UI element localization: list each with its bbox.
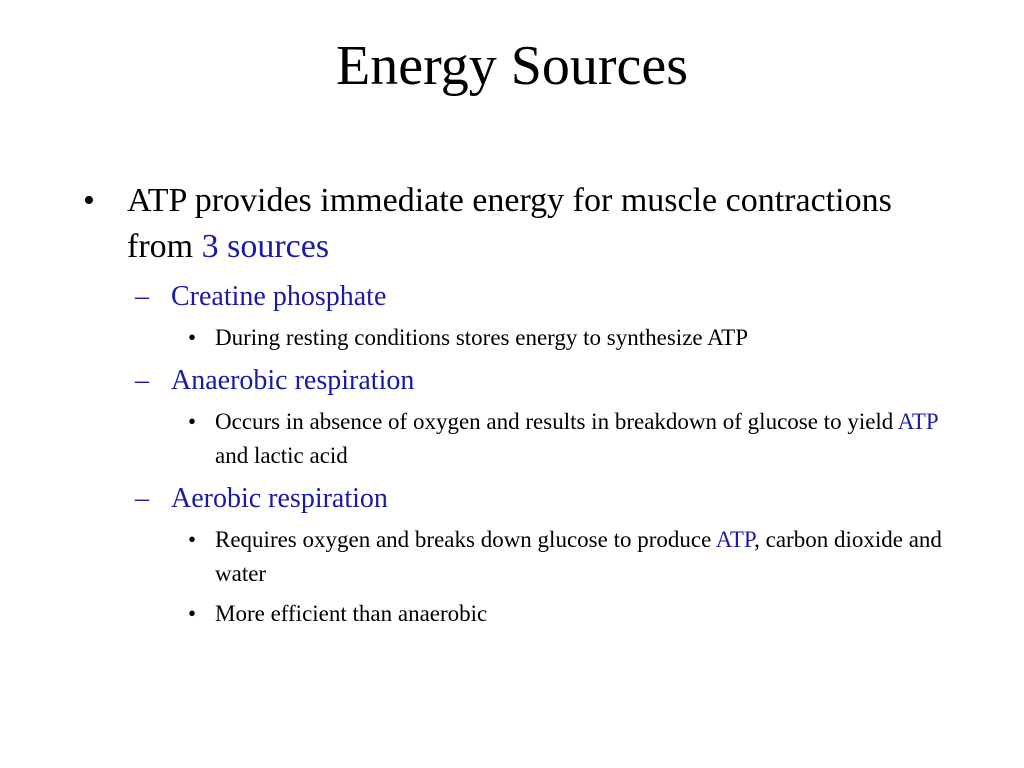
source-label: Aerobic respiration xyxy=(171,483,388,514)
source-detail xyxy=(80,405,960,473)
slide-body xyxy=(80,178,960,637)
dash-icon: – xyxy=(135,281,149,312)
bullet-icon: • xyxy=(188,527,197,552)
detail-text: Requires oxygen and breaks down glucose to produce xyxy=(215,527,716,552)
bullet-icon: • xyxy=(188,409,197,434)
dash-icon: – xyxy=(135,365,149,396)
source-detail xyxy=(80,321,960,355)
main-point-text: ATP provides immediate energy for muscle contractions from xyxy=(127,182,892,265)
slide-title: Energy Sources xyxy=(336,35,688,97)
source-detail xyxy=(80,523,960,591)
main-point xyxy=(80,178,960,270)
detail-text: Occurs in absence of oxygen and results in breakdown of glucose to yield xyxy=(215,409,898,434)
detail-highlight: ATP xyxy=(897,409,938,434)
source-creatine-phosphate xyxy=(80,277,960,317)
bullet-icon: • xyxy=(188,601,197,626)
detail-text-after: and lactic acid xyxy=(215,443,348,468)
detail-text: More efficient than anaerobic xyxy=(215,601,488,626)
source-aerobic-respiration xyxy=(80,479,960,519)
source-anaerobic-respiration xyxy=(80,361,960,401)
bullet-icon: • xyxy=(83,182,95,219)
detail-text-after: , carbon dioxide and water xyxy=(215,527,942,586)
source-label: Anaerobic respiration xyxy=(171,365,415,396)
dash-icon: – xyxy=(135,483,149,514)
detail-highlight: ATP xyxy=(715,527,755,552)
source-label: Creatine phosphate xyxy=(171,281,387,312)
detail-text: During resting conditions stores energy to synthesize ATP xyxy=(215,325,748,350)
main-point-highlight: 3 sources xyxy=(201,228,330,265)
source-detail xyxy=(80,597,960,631)
bullet-icon: • xyxy=(188,325,197,350)
